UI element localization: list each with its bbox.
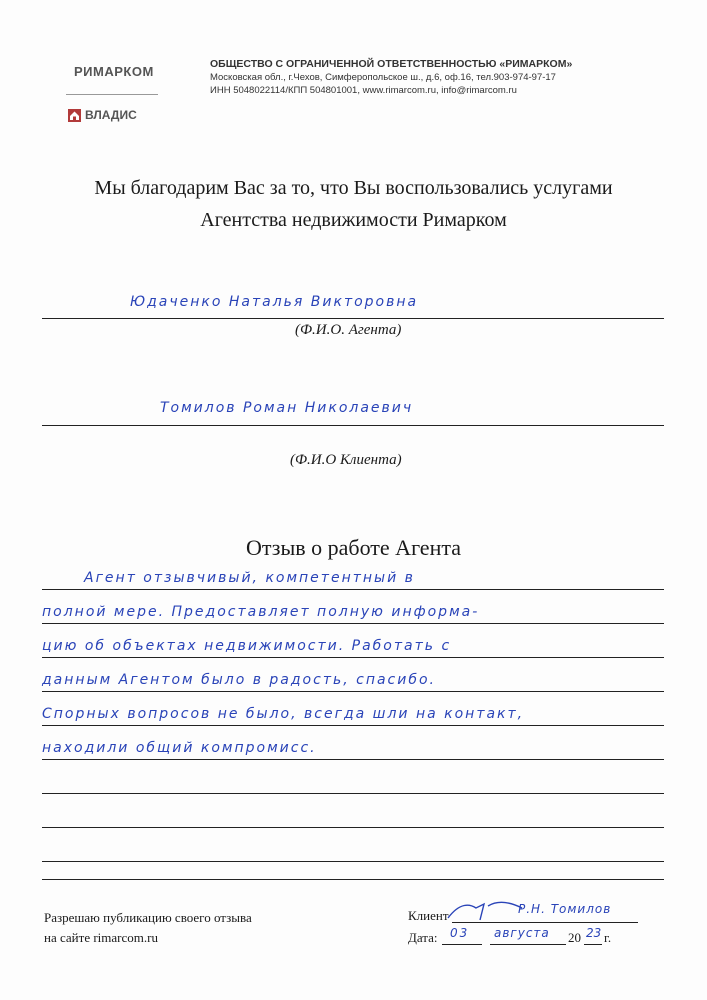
date-month-line [490, 944, 566, 945]
date-day-line [442, 944, 482, 945]
date-year-suffix: 23 [586, 926, 602, 940]
review-line [42, 845, 664, 880]
review-line [42, 725, 664, 760]
publication-consent [44, 908, 252, 948]
vladis-logo [68, 108, 137, 122]
date-year-prefix: 20 [568, 930, 581, 945]
consent-line-1: Разрешаю публикацию своего отзыва [44, 910, 252, 925]
review-title: Отзыв о работе Агента [246, 535, 461, 560]
client-caption: (Ф.И.О Клиента) [290, 452, 402, 468]
thanks-heading [0, 172, 707, 236]
thanks-line-2: Агентства недвижимости Римарком [200, 209, 507, 231]
review-line [42, 793, 664, 828]
review-line [42, 555, 664, 590]
date-year-end: г. [604, 930, 612, 945]
review-line [42, 691, 664, 726]
date-day: 03 [450, 926, 470, 940]
review-line [42, 589, 664, 624]
review-text: находили общий компромисс. [42, 740, 317, 756]
company-requisites: ИНН 5048022114/КПП 504801001, www.rimarcom.ru, info@rimarcom.ru [210, 85, 517, 96]
consent-line-2: на сайте rimarcom.ru [44, 930, 158, 945]
review-text: Агент отзывчивый, компетентный в [84, 570, 415, 586]
house-icon [68, 109, 81, 122]
client-signature-name: Р.Н. Томилов [518, 902, 612, 916]
company-info [210, 58, 572, 97]
agent-name-line [42, 318, 664, 319]
company-address: Московская обл., г.Чехов, Симферопольское ш., д.6, оф.16, тел.903-974-97-17 [210, 72, 556, 83]
review-text: полной мере. Предоставляет полную информа- [42, 604, 480, 620]
review-line [42, 623, 664, 658]
date-year-line [584, 944, 602, 945]
thanks-line-1: Мы благодарим Вас за то, что Вы воспользовались услугами [94, 177, 613, 199]
vladis-logo-text: ВЛАДИС [85, 108, 137, 122]
client-signature-label: Клиент [408, 908, 449, 923]
review-text: цию об объектах недвижимости. Работать с [42, 638, 452, 654]
review-line [42, 759, 664, 794]
client-name-line [42, 425, 664, 426]
rimarkom-logo: РИМАРКОМ [74, 64, 154, 79]
review-line [42, 657, 664, 692]
client-name-handwritten: Томилов Роман Николаевич [160, 400, 414, 416]
company-name: ОБЩЕСТВО С ОГРАНИЧЕННОЙ ОТВЕТСТВЕННОСТЬЮ «РИМАРКОМ» [210, 58, 573, 70]
review-text: данным Агентом было в радость, спасибо. [42, 672, 437, 688]
signature-scribble [440, 898, 530, 924]
review-text: Спорных вопросов не было, всегда шли на контакт, [42, 706, 525, 722]
date-month: августа [494, 926, 550, 940]
agent-name-handwritten: Юдаченко Наталья Викторовна [130, 294, 419, 310]
logo-divider [66, 94, 158, 95]
agent-caption: (Ф.И.О. Агента) [295, 322, 402, 338]
date-label: Дата: [408, 930, 438, 945]
